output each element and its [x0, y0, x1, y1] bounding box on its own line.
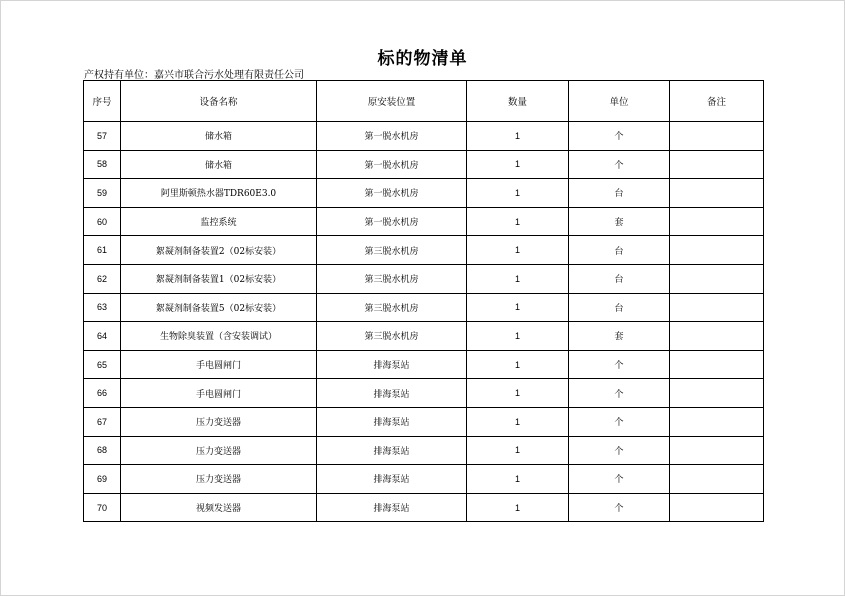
cell-location: 排海泵站 — [317, 493, 467, 522]
table-row — [84, 436, 764, 465]
table-row — [84, 179, 764, 208]
cell-note — [670, 379, 764, 408]
cell-note — [670, 293, 764, 322]
cell-location: 排海泵站 — [317, 407, 467, 436]
cell-location: 排海泵站 — [317, 379, 467, 408]
cell-unit: 个 — [569, 150, 670, 179]
cell-name: 压力变送器 — [121, 436, 317, 465]
cell-unit: 个 — [569, 465, 670, 494]
cell-location: 第三脱水机房 — [317, 264, 467, 293]
cell-seq: 63 — [84, 293, 121, 322]
cell-qty: 1 — [467, 407, 569, 436]
cell-unit: 个 — [569, 493, 670, 522]
cell-unit: 个 — [569, 436, 670, 465]
cell-name: 视频发送器 — [121, 493, 317, 522]
cell-seq: 66 — [84, 379, 121, 408]
table-row — [84, 150, 764, 179]
table-row — [84, 293, 764, 322]
header-seq: 序号 — [84, 81, 121, 122]
cell-name: 压力变送器 — [121, 407, 317, 436]
table-row — [84, 207, 764, 236]
cell-note — [670, 236, 764, 265]
cell-qty: 1 — [467, 350, 569, 379]
cell-note — [670, 207, 764, 236]
cell-name: 絮凝剂制备装置1（02标安装） — [121, 264, 317, 293]
cell-name: 储水箱 — [121, 122, 317, 151]
cell-location: 第三脱水机房 — [317, 293, 467, 322]
cell-seq: 58 — [84, 150, 121, 179]
table-row — [84, 465, 764, 494]
cell-note — [670, 150, 764, 179]
cell-note — [670, 264, 764, 293]
cell-seq: 65 — [84, 350, 121, 379]
cell-name: 絮凝剂制备装置2（02标安装） — [121, 236, 317, 265]
cell-note — [670, 350, 764, 379]
cell-note — [670, 322, 764, 351]
table-row — [84, 236, 764, 265]
cell-qty: 1 — [467, 207, 569, 236]
cell-location: 第三脱水机房 — [317, 322, 467, 351]
cell-unit: 台 — [569, 264, 670, 293]
cell-name: 储水箱 — [121, 150, 317, 179]
cell-qty: 1 — [467, 436, 569, 465]
table-row — [84, 407, 764, 436]
cell-qty: 1 — [467, 122, 569, 151]
cell-seq: 61 — [84, 236, 121, 265]
cell-qty: 1 — [467, 322, 569, 351]
table-row — [84, 493, 764, 522]
cell-name: 絮凝剂制备装置5（02标安装） — [121, 293, 317, 322]
header-note: 备注 — [670, 81, 764, 122]
cell-unit: 套 — [569, 322, 670, 351]
cell-seq: 60 — [84, 207, 121, 236]
cell-name: 压力变送器 — [121, 465, 317, 494]
cell-location: 第一脱水机房 — [317, 150, 467, 179]
cell-note — [670, 465, 764, 494]
cell-seq: 70 — [84, 493, 121, 522]
cell-name: 手电圆闸门 — [121, 350, 317, 379]
cell-unit: 台 — [569, 179, 670, 208]
cell-qty: 1 — [467, 493, 569, 522]
cell-seq: 64 — [84, 322, 121, 351]
cell-qty: 1 — [467, 293, 569, 322]
cell-note — [670, 407, 764, 436]
cell-unit: 个 — [569, 122, 670, 151]
cell-unit: 个 — [569, 407, 670, 436]
cell-unit: 个 — [569, 379, 670, 408]
cell-qty: 1 — [467, 179, 569, 208]
table-row — [84, 350, 764, 379]
header-qty: 数量 — [467, 81, 569, 122]
cell-qty: 1 — [467, 264, 569, 293]
cell-seq: 62 — [84, 264, 121, 293]
cell-seq: 57 — [84, 122, 121, 151]
cell-unit: 台 — [569, 293, 670, 322]
cell-name: 生物除臭装置（含安装调试） — [121, 322, 317, 351]
equipment-table — [83, 80, 764, 522]
cell-seq: 69 — [84, 465, 121, 494]
table-row — [84, 379, 764, 408]
cell-qty: 1 — [467, 236, 569, 265]
cell-location: 第一脱水机房 — [317, 207, 467, 236]
cell-qty: 1 — [467, 150, 569, 179]
cell-name: 阿里斯顿热水器TDR60E3.0 — [121, 179, 317, 208]
table-header-row — [84, 81, 764, 122]
cell-note — [670, 436, 764, 465]
table-row — [84, 322, 764, 351]
cell-location: 第一脱水机房 — [317, 122, 467, 151]
cell-qty: 1 — [467, 379, 569, 408]
cell-name: 监控系统 — [121, 207, 317, 236]
owner-line: 产权持有单位：嘉兴市联合污水处理有限责任公司 — [84, 70, 304, 81]
cell-seq: 68 — [84, 436, 121, 465]
page-title: 标的物清单 — [377, 49, 468, 69]
table-row — [84, 264, 764, 293]
cell-note — [670, 179, 764, 208]
cell-note — [670, 122, 764, 151]
cell-unit: 台 — [569, 236, 670, 265]
cell-seq: 59 — [84, 179, 121, 208]
cell-location: 排海泵站 — [317, 436, 467, 465]
header-location: 原安装位置 — [317, 81, 467, 122]
cell-location: 第一脱水机房 — [317, 179, 467, 208]
cell-unit: 个 — [569, 350, 670, 379]
cell-qty: 1 — [467, 465, 569, 494]
header-name: 设备名称 — [121, 81, 317, 122]
cell-seq: 67 — [84, 407, 121, 436]
cell-unit: 套 — [569, 207, 670, 236]
cell-name: 手电圆闸门 — [121, 379, 317, 408]
cell-location: 排海泵站 — [317, 465, 467, 494]
table-row — [84, 122, 764, 151]
cell-location: 排海泵站 — [317, 350, 467, 379]
cell-location: 第三脱水机房 — [317, 236, 467, 265]
cell-note — [670, 493, 764, 522]
header-unit: 单位 — [569, 81, 670, 122]
